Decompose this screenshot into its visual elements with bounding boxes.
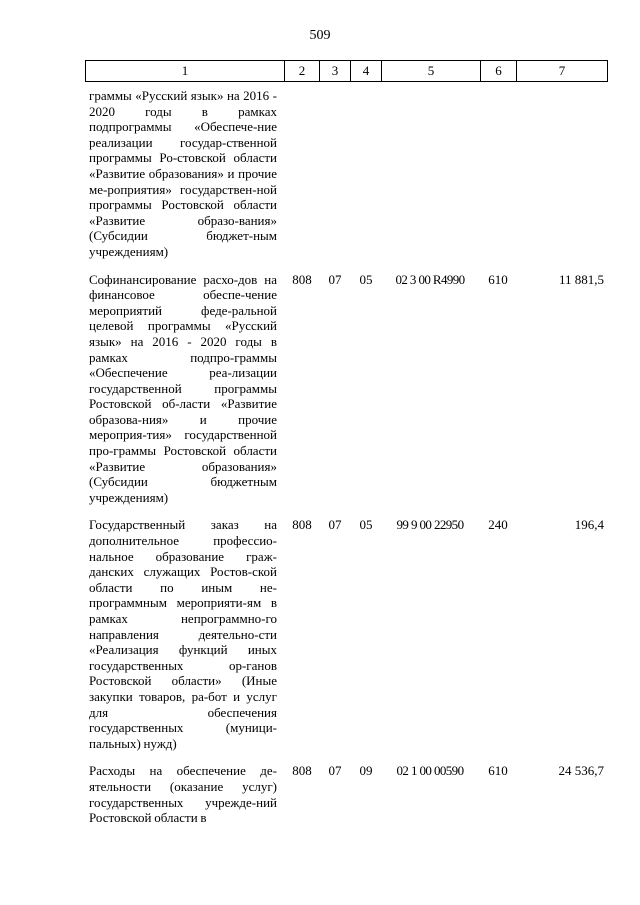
row-ministry-code: 808: [292, 271, 312, 287]
row-target-article-code: 02 1 00 00590: [396, 763, 464, 779]
table-row: [0, 763, 640, 825]
row-description: Софинансирование расхо-дов на финансовое обеспе-чение мероприятий феде-ральной целевой программы «Русский язык» на 2016 - 2020 годы в рамках подпро-граммы «Обеспечение реа-лизации государственной программы Ростовской об-ласти «Развитие образова-ния» и прочие мероприя-тия» государственной про-граммы Ростовской области «Развитие образования» (Субсидии бюджетным учреждениям): [89, 271, 277, 505]
row-ministry-code: 808: [292, 517, 312, 533]
row-expense-type-code: 610: [488, 763, 508, 779]
table-row: [0, 272, 640, 506]
table-row: [0, 88, 640, 260]
column-header-3: 3: [319, 60, 351, 82]
row-description: граммы «Русский язык» на 2016 - 2020 годы в рамках подпрограммы «Обеспече-ние реализации государ-ственной программы Ро-стовской области «Развитие образования» и прочие ме-роприятия» государствен-ной программы Ростовской области «Развитие образо-вания» (Субсидии бюджет-ным учреждениям): [89, 88, 277, 259]
row-subsection-code: 05: [359, 517, 373, 533]
row-section-code: 07: [328, 763, 342, 779]
row-subsection-code: 05: [359, 271, 373, 287]
column-header-5: 5: [381, 60, 481, 82]
row-section-code: 07: [328, 517, 342, 533]
row-target-article-code: 99 9 00 22950: [396, 517, 464, 533]
row-subsection-code: 09: [359, 763, 373, 779]
column-header-2: 2: [284, 60, 320, 82]
table-row: [0, 517, 640, 751]
row-ministry-code: 808: [292, 763, 312, 779]
table-body: [0, 88, 640, 838]
row-amount: 196,4: [574, 517, 604, 533]
column-header-7: 7: [516, 60, 608, 82]
column-header-1: 1: [85, 60, 285, 82]
row-description: Расходы на обеспечение де-ятельности (оказание услуг) государственных учрежде-ний Ростовской области в: [89, 763, 277, 826]
row-expense-type-code: 610: [488, 271, 508, 287]
page-number: 509: [309, 28, 331, 43]
column-header-4: 4: [350, 60, 382, 82]
row-description: Государственный заказ на дополнительное профессио-нальное образование граж-данских служащих Ростов-ской области по иным не-программным мероприяти-ям в рамках непрограммно-го направления деятельно-сти «Реализация функций иных государственных ор-ганов Ростовской области» (Иные закупки товаров, ра-бот и услуг для обеспечения государственных (муници-пальных) нужд): [89, 517, 277, 751]
row-expense-type-code: 240: [488, 517, 508, 533]
row-target-article-code: 02 3 00 R4990: [395, 271, 465, 287]
row-amount: 24 536,7: [558, 763, 604, 779]
row-amount: 11 881,5: [558, 271, 604, 287]
row-section-code: 07: [328, 271, 342, 287]
column-header-6: 6: [480, 60, 517, 82]
